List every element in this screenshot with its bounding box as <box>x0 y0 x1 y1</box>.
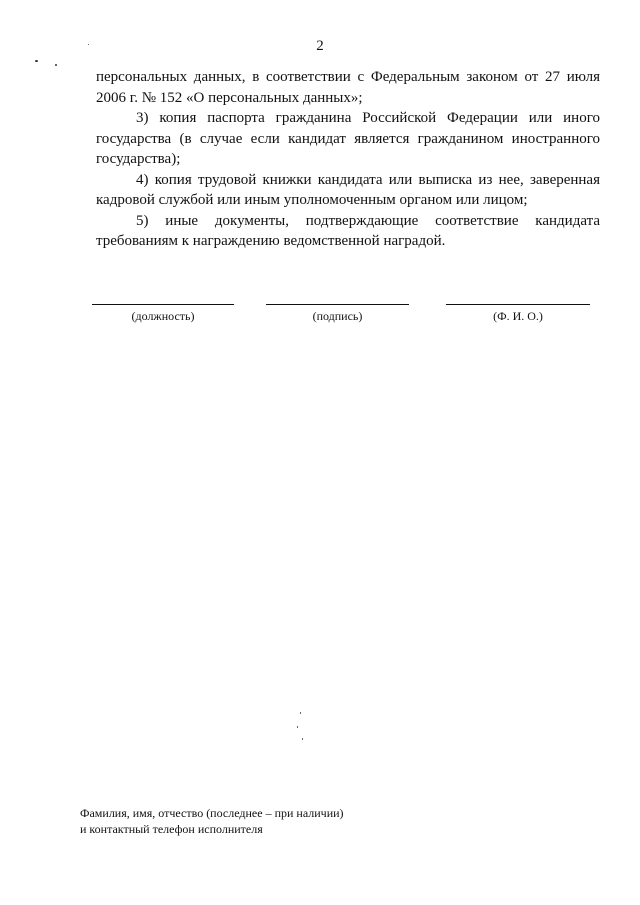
signature-line <box>266 304 409 305</box>
signature-caption: (подпись) <box>312 309 363 323</box>
list-item-other-documents: 5) иные документы, подтверждающие соответствие кандидата требованиям к награждению ведомственной наградой. <box>96 212 600 249</box>
list-item-employment-record: 4) копия трудовой книжки кандидата или выписка из нее, заверенная кадровой службой или иным уполномоченным органом или лицом; <box>96 171 600 208</box>
document-body <box>96 67 600 252</box>
paragraph-continuation: персональных данных, в соответствии с Федеральным законом от 27 июля 2006 г. № 152 «О персональных данных»; <box>96 69 600 106</box>
position-caption: (должность) <box>131 309 195 323</box>
executor-note-line-1: Фамилия, имя, отчество (последнее – при наличии) <box>80 806 344 820</box>
scan-speck <box>302 738 303 740</box>
fio-signature-field <box>446 304 590 328</box>
position-signature-field <box>92 304 234 328</box>
signature-field <box>266 304 409 328</box>
fio-caption: (Ф. И. О.) <box>493 309 543 323</box>
executor-note-line-2: и контактный телефон исполнителя <box>80 822 263 836</box>
scan-speck <box>55 64 57 66</box>
executor-note <box>80 805 500 837</box>
fio-line <box>446 304 590 305</box>
scan-speck <box>88 44 89 45</box>
scan-speck <box>300 712 301 714</box>
scan-speck <box>297 726 298 728</box>
page-number: 2 <box>316 38 324 54</box>
list-item-passport-copy: 3) копия паспорта гражданина Российской Федерации или иного государства (в случае если кандидат является гражданином иностранного государства); <box>96 110 600 167</box>
position-line <box>92 304 234 305</box>
scan-speck <box>35 60 38 62</box>
